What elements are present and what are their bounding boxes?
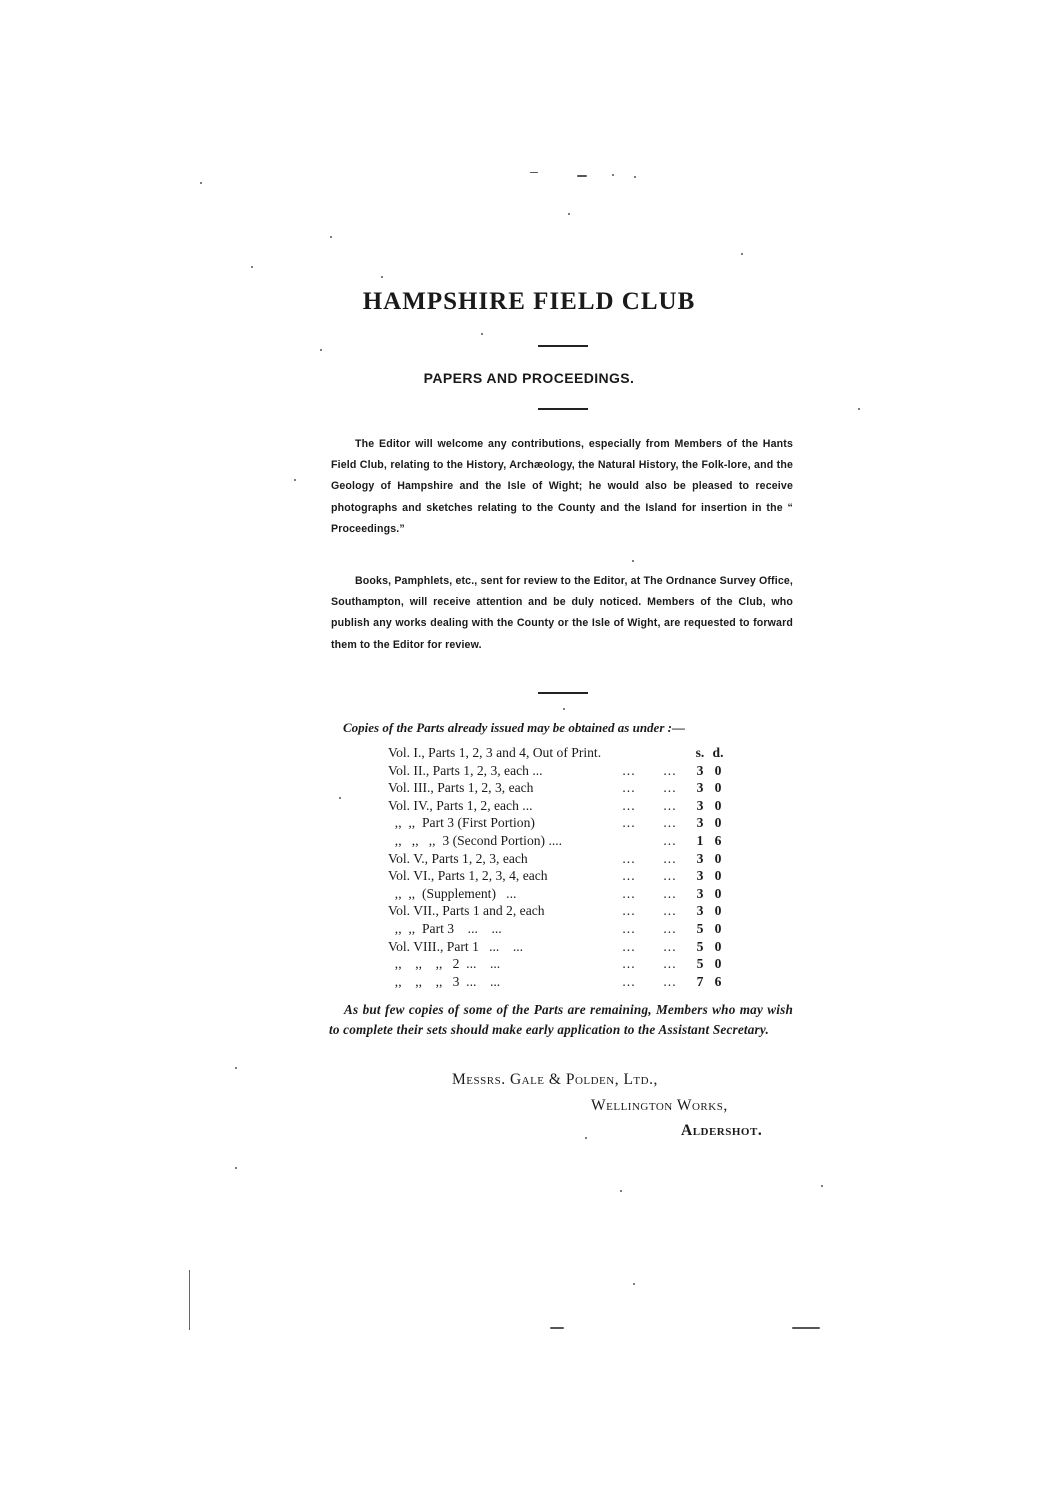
price-shillings: 3 bbox=[696, 780, 704, 796]
price-pence: 6 bbox=[714, 832, 722, 848]
price-row bbox=[388, 885, 728, 903]
price-row bbox=[388, 814, 728, 832]
price-row-leader: ... bbox=[663, 938, 677, 954]
subtitle-divider bbox=[538, 408, 588, 410]
scan-speck bbox=[858, 408, 860, 410]
price-shillings: 5 bbox=[696, 938, 704, 954]
price-row-label: Vol. IV., Parts 1, 2, each ... bbox=[388, 797, 533, 813]
price-row-leader: ... bbox=[663, 762, 677, 778]
scan-speck bbox=[577, 175, 587, 177]
price-row-label: ,, ,, ,, 3 (Second Portion) .... bbox=[388, 832, 563, 848]
scan-speck bbox=[585, 1137, 587, 1139]
closing-note: As but few copies of some of the Parts are remaining, Members who may wish to complete their sets should make early application to the Assistant Secretary. bbox=[329, 1002, 793, 1037]
scan-speck bbox=[235, 1067, 237, 1069]
scan-speck bbox=[200, 182, 202, 184]
price-row-leader: ... bbox=[663, 920, 677, 936]
price-row-leader: ... bbox=[622, 868, 636, 884]
scan-speck bbox=[339, 797, 341, 799]
price-shillings: 3 bbox=[696, 885, 704, 901]
price-row-leader: ... bbox=[622, 850, 636, 866]
price-row bbox=[388, 973, 728, 991]
editor-notice-paragraph: The Editor will welcome any contributions, especially from Members of the Hants Field Club, relating to the History, Archæology, the Natural History, the Folk-lore, and the Geology of Hampshire and the Isle of Wight; he would also be pleased to receive photographs and sketches relating to the County and the Island for insertion in the “ Proceedings.” bbox=[331, 438, 793, 535]
scan-speck bbox=[235, 1167, 237, 1169]
scan-speck bbox=[550, 1327, 564, 1329]
price-shillings: 3 bbox=[696, 815, 704, 831]
price-row-leader: ... bbox=[663, 885, 677, 901]
scan-speck bbox=[251, 266, 253, 268]
scan-speck bbox=[792, 1327, 820, 1329]
scan-speck bbox=[563, 708, 565, 710]
price-row-leader bbox=[648, 744, 692, 762]
price-row-leader: ... bbox=[622, 797, 636, 813]
price-row-leader: ... bbox=[663, 903, 677, 919]
price-row-leader: ... bbox=[622, 973, 636, 989]
price-row bbox=[388, 797, 728, 815]
price-list-intro: Copies of the Parts already issued may be obtained as under :— bbox=[343, 720, 685, 735]
price-row-leader: ... bbox=[663, 868, 677, 884]
price-pence: 0 bbox=[714, 850, 722, 866]
price-shillings: 3 bbox=[696, 868, 704, 884]
price-pence: 0 bbox=[714, 797, 722, 813]
scan-speck bbox=[481, 333, 483, 335]
price-shillings: 5 bbox=[696, 920, 704, 936]
price-row-label: ,, ,, Part 3 ... ... bbox=[388, 920, 502, 936]
price-pence: d. bbox=[712, 745, 724, 760]
price-row bbox=[388, 779, 728, 797]
price-row-leader: ... bbox=[622, 815, 636, 831]
price-pence: 0 bbox=[714, 815, 722, 831]
title-divider bbox=[538, 345, 588, 347]
price-row-label: ,, ,, Part 3 (First Portion) bbox=[388, 815, 535, 831]
page-subtitle: PAPERS AND PROCEEDINGS. bbox=[423, 370, 635, 386]
scan-speck bbox=[294, 479, 296, 481]
publisher-name: Messrs. Gale & Polden, Ltd., bbox=[452, 1071, 658, 1088]
scan-speck bbox=[320, 349, 322, 351]
scan-speck bbox=[620, 1190, 622, 1192]
publisher-works: Wellington Works, bbox=[591, 1097, 728, 1114]
price-row-leader: ... bbox=[663, 815, 677, 831]
price-row bbox=[388, 762, 728, 780]
price-pence: 0 bbox=[714, 780, 722, 796]
price-pence: 0 bbox=[714, 956, 722, 972]
scan-speck bbox=[633, 1283, 635, 1285]
price-shillings: 3 bbox=[696, 903, 704, 919]
price-row bbox=[388, 832, 728, 850]
price-shillings: 1 bbox=[696, 832, 704, 848]
section-divider bbox=[538, 692, 588, 694]
price-row bbox=[388, 938, 728, 956]
scan-edge-mark bbox=[189, 1270, 190, 1330]
price-row-leader bbox=[610, 832, 648, 850]
price-row bbox=[388, 744, 728, 762]
scan-speck bbox=[632, 560, 634, 562]
price-row-label: ,, ,, (Supplement) ... bbox=[388, 885, 517, 901]
price-row-label: Vol. VIII., Part 1 ... ... bbox=[388, 938, 524, 954]
price-row-label: Vol. III., Parts 1, 2, 3, each bbox=[388, 780, 534, 796]
scan-speck bbox=[530, 172, 538, 173]
price-shillings: 5 bbox=[696, 956, 704, 972]
price-list-table bbox=[388, 744, 728, 990]
price-shillings: 7 bbox=[696, 973, 704, 989]
price-row-leader: ... bbox=[622, 903, 636, 919]
scan-speck bbox=[741, 253, 743, 255]
price-shillings: 3 bbox=[696, 762, 704, 778]
price-row-label: Vol. I., Parts 1, 2, 3 and 4, Out of Print. bbox=[388, 745, 602, 760]
scan-speck bbox=[612, 174, 614, 176]
price-shillings: 3 bbox=[696, 797, 704, 813]
price-shillings: 3 bbox=[696, 850, 704, 866]
price-pence: 0 bbox=[714, 885, 722, 901]
price-row-leader bbox=[610, 744, 648, 762]
price-row-label: Vol. VI., Parts 1, 2, 3, 4, each bbox=[388, 868, 548, 884]
price-row-leader: ... bbox=[622, 956, 636, 972]
price-row-leader: ... bbox=[622, 938, 636, 954]
price-row-label: Vol. V., Parts 1, 2, 3, each bbox=[388, 850, 528, 866]
review-notice-paragraph: Books, Pamphlets, etc., sent for review to the Editor, at The Ordnance Survey Office, Southampton, will receive attention and be duly noticed. Members of the Club, who publish any works dealing with the County or the Isle of Wight, are requested to forward them to the Editor for review. bbox=[331, 575, 793, 651]
price-row-label: ,, ,, ,, 3 ... ... bbox=[388, 973, 501, 989]
price-shillings: s. bbox=[695, 745, 705, 760]
publisher-town: Aldershot. bbox=[681, 1122, 763, 1139]
price-row bbox=[388, 955, 728, 973]
page-title: HAMPSHIRE FIELD CLUB bbox=[362, 288, 696, 315]
price-row-leader: ... bbox=[663, 973, 677, 989]
scan-speck bbox=[381, 276, 383, 278]
price-pence: 0 bbox=[714, 762, 722, 778]
scan-speck bbox=[821, 1185, 823, 1187]
price-pence: 0 bbox=[714, 903, 722, 919]
price-row-leader: ... bbox=[663, 780, 677, 796]
price-pence: 0 bbox=[714, 920, 722, 936]
price-row-label: Vol. VII., Parts 1 and 2, each bbox=[388, 903, 545, 919]
price-row bbox=[388, 867, 728, 885]
price-pence: 0 bbox=[714, 868, 722, 884]
price-row-leader: ... bbox=[663, 956, 677, 972]
price-row-leader: ... bbox=[663, 832, 677, 848]
scan-speck bbox=[568, 213, 570, 215]
price-row bbox=[388, 920, 728, 938]
price-row bbox=[388, 850, 728, 868]
scan-speck bbox=[330, 236, 332, 238]
price-row-label: Vol. II., Parts 1, 2, 3, each ... bbox=[388, 762, 543, 778]
price-pence: 0 bbox=[714, 938, 722, 954]
price-row-leader: ... bbox=[622, 762, 636, 778]
price-row-leader: ... bbox=[622, 920, 636, 936]
price-row-label: ,, ,, ,, 2 ... ... bbox=[388, 956, 501, 972]
scan-speck bbox=[634, 176, 636, 178]
price-pence: 6 bbox=[714, 973, 722, 989]
price-row-leader: ... bbox=[663, 850, 677, 866]
price-row-leader: ... bbox=[622, 780, 636, 796]
price-row-leader: ... bbox=[663, 797, 677, 813]
price-row-leader: ... bbox=[622, 885, 636, 901]
price-row bbox=[388, 902, 728, 920]
